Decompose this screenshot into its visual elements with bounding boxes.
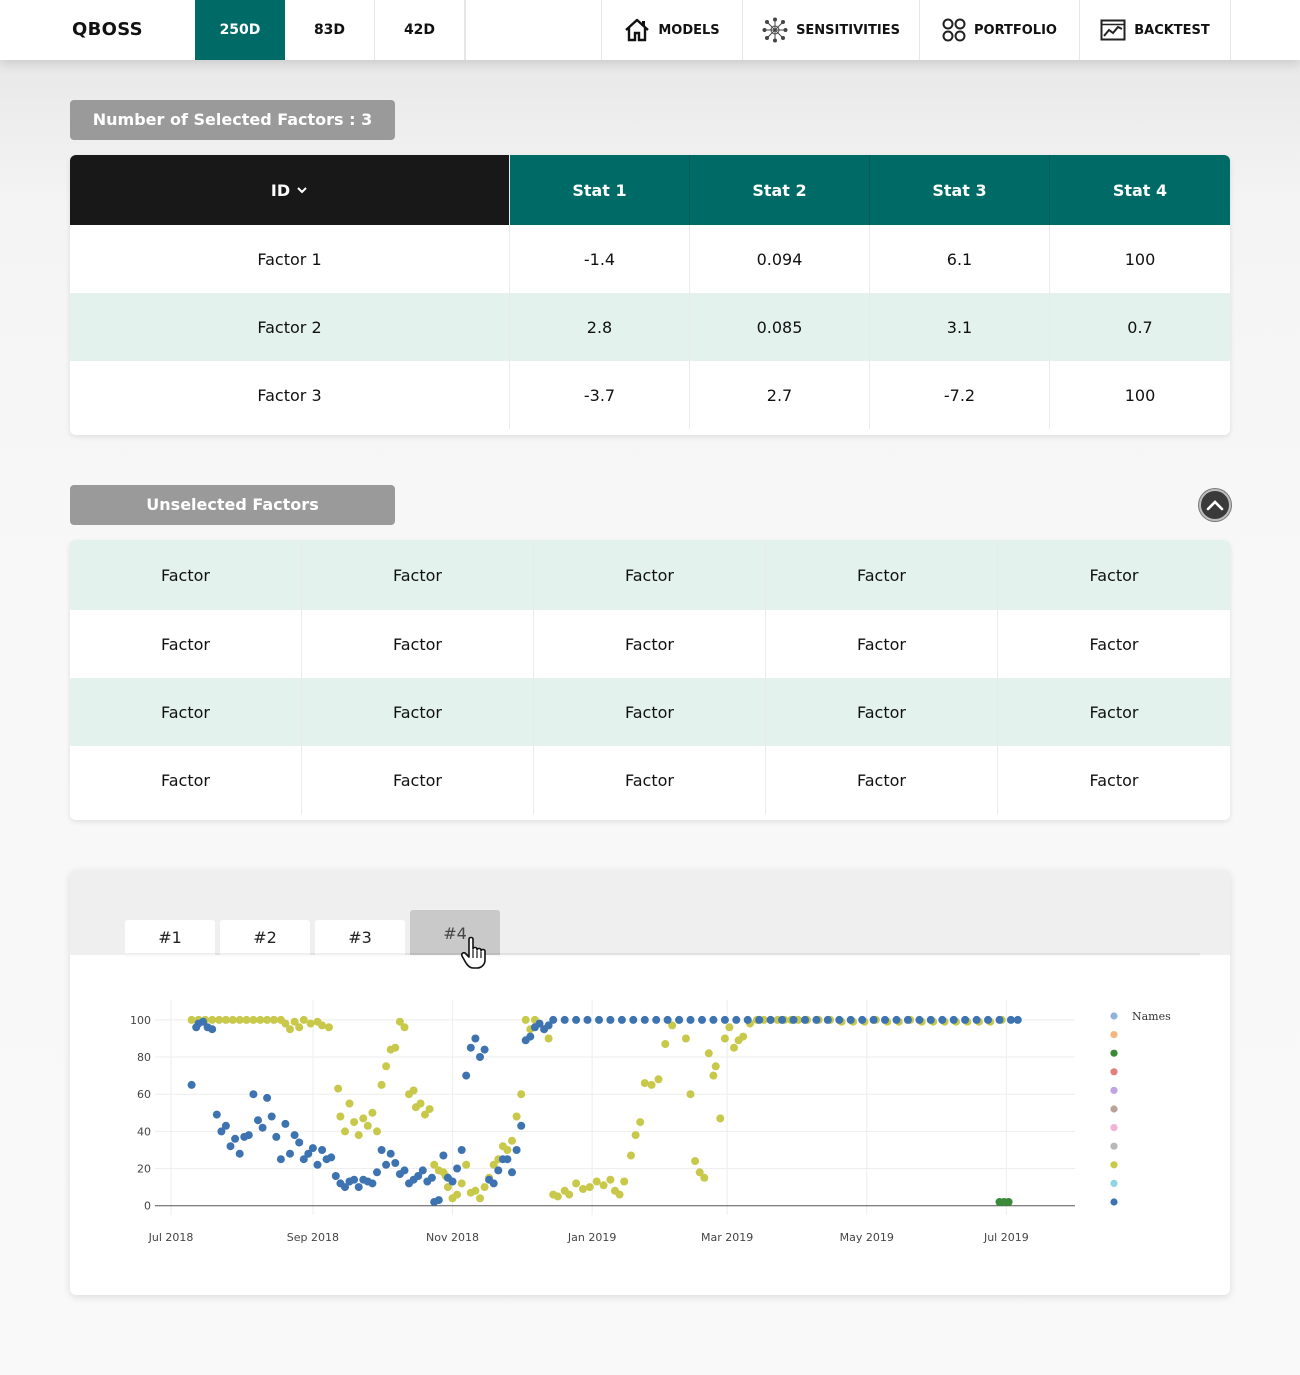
data-point	[286, 1150, 294, 1158]
chart-tab-3[interactable]: #3	[315, 920, 405, 955]
data-point	[391, 1044, 399, 1052]
unselected-factors-table	[70, 540, 1230, 820]
top-nav	[0, 0, 1300, 60]
unselected-factor-cell[interactable]: Factor	[766, 540, 998, 610]
data-point	[476, 1053, 484, 1061]
chart-window-icon	[1100, 19, 1126, 41]
data-point	[778, 1016, 786, 1024]
data-point	[698, 1016, 706, 1024]
data-point	[364, 1122, 372, 1130]
unselected-factor-cell[interactable]: Factor	[302, 678, 534, 746]
data-point	[812, 1016, 820, 1024]
collapse-button[interactable]	[1199, 489, 1231, 521]
data-point	[373, 1127, 381, 1135]
data-point	[648, 1081, 656, 1089]
data-point	[270, 1016, 278, 1024]
data-point	[249, 1090, 257, 1098]
data-point	[277, 1155, 285, 1163]
data-point	[973, 1016, 981, 1024]
legend-marker[interactable]	[1110, 1124, 1117, 1131]
table-header-row	[70, 155, 1230, 225]
stat-value: 0.094	[690, 225, 870, 293]
data-point	[801, 1016, 809, 1024]
data-point	[368, 1109, 376, 1117]
legend-marker[interactable]	[1110, 1087, 1117, 1094]
data-point	[291, 1131, 299, 1139]
chart-tab-4[interactable]: #4	[410, 910, 500, 955]
stat-value: 100	[1124, 249, 1156, 269]
data-point	[881, 1016, 889, 1024]
period-tab-83d[interactable]: 83D	[285, 0, 375, 60]
data-point	[835, 1016, 843, 1024]
data-point	[858, 1016, 866, 1024]
data-point	[188, 1016, 196, 1024]
data-point	[309, 1144, 317, 1152]
data-point	[410, 1087, 418, 1095]
home-icon	[624, 18, 650, 42]
column-header-stat-4[interactable]: Stat 4	[1050, 155, 1230, 225]
data-point	[904, 1016, 912, 1024]
data-point	[627, 1152, 635, 1160]
stat-value: 6.1	[870, 225, 1050, 293]
data-point	[208, 1016, 216, 1024]
data-point	[231, 1135, 239, 1143]
menu-models-label: MODELS	[658, 22, 720, 38]
menu-portfolio-label: PORTFOLIO	[974, 22, 1057, 38]
selected-count-label: Number of Selected Factors : 3	[70, 100, 395, 140]
data-point	[579, 1185, 587, 1193]
data-point	[927, 1016, 935, 1024]
column-header-stat-1[interactable]: Stat 1	[510, 155, 690, 225]
data-point	[554, 1192, 562, 1200]
data-point	[526, 1033, 534, 1041]
data-point	[565, 1191, 573, 1199]
data-point	[593, 1178, 601, 1186]
menu-backtest-label: BACKTEST	[1134, 22, 1210, 38]
menu-sensitivities-label: SENSITIVITIES	[796, 22, 900, 38]
unselected-factor-cell[interactable]: Factor	[1089, 565, 1139, 585]
data-point	[426, 1105, 434, 1113]
data-point	[675, 1016, 683, 1024]
chart-axes	[130, 1014, 1075, 1244]
data-point	[314, 1161, 322, 1169]
data-point	[847, 1016, 855, 1024]
chart-legend[interactable]	[1110, 1010, 1171, 1206]
data-point	[391, 1159, 399, 1167]
data-point	[870, 1016, 878, 1024]
unselected-factor-cell[interactable]: Factor	[534, 610, 766, 678]
data-point	[355, 1183, 363, 1191]
data-point	[641, 1016, 649, 1024]
unselected-factor-cell[interactable]: Factor	[70, 610, 302, 678]
data-point	[481, 1183, 489, 1191]
x-tick-label: Jan 2019	[567, 1231, 617, 1244]
data-point	[471, 1035, 479, 1043]
legend-marker[interactable]	[1110, 1031, 1117, 1038]
data-point	[336, 1113, 344, 1121]
y-tick-label: 40	[137, 1125, 151, 1139]
factor-id: Factor 1	[70, 225, 510, 293]
data-point	[213, 1111, 221, 1119]
selected-factors-table	[70, 155, 1230, 435]
menu-portfolio[interactable]	[919, 0, 1079, 60]
data-point	[254, 1116, 262, 1124]
data-point	[513, 1146, 521, 1154]
x-tick-label: Jul 2018	[148, 1231, 194, 1244]
legend-marker[interactable]	[1110, 1050, 1117, 1057]
data-point	[616, 1191, 624, 1199]
column-header-id-label: ID	[270, 180, 291, 200]
data-point	[561, 1016, 569, 1024]
stat-value: 0.085	[690, 293, 870, 361]
data-point	[307, 1020, 315, 1028]
chart-tab-2[interactable]: #2	[220, 920, 310, 955]
data-point	[661, 1040, 669, 1048]
y-tick-label: 80	[137, 1051, 151, 1065]
data-point	[938, 1016, 946, 1024]
data-point	[655, 1075, 663, 1083]
column-header-stat-3[interactable]: Stat 3	[870, 155, 1050, 225]
data-point	[584, 1016, 592, 1024]
legend-marker[interactable]	[1110, 1143, 1117, 1150]
data-point	[600, 1181, 608, 1189]
data-point	[259, 1124, 267, 1132]
menu-sensitivities[interactable]	[742, 0, 919, 60]
data-point	[458, 1179, 466, 1187]
data-point	[636, 1118, 644, 1126]
unselected-factor-cell[interactable]: Factor	[534, 678, 766, 746]
factor-id: Factor 3	[70, 361, 510, 429]
stat-value: 0.7	[1127, 317, 1153, 337]
data-point	[1005, 1198, 1013, 1206]
data-point	[263, 1016, 271, 1024]
data-point	[401, 1166, 409, 1174]
data-point	[508, 1137, 516, 1145]
data-point	[517, 1122, 525, 1130]
data-point	[712, 1062, 720, 1070]
data-point	[368, 1179, 376, 1187]
data-point	[494, 1166, 502, 1174]
data-point	[481, 1046, 489, 1054]
chevron-up-icon	[1206, 499, 1224, 511]
chart-tab-1[interactable]: #1	[125, 920, 215, 955]
data-point	[984, 1016, 992, 1024]
data-point	[586, 1183, 594, 1191]
data-point	[755, 1016, 763, 1024]
unselected-factor-cell[interactable]: Factor	[1089, 702, 1139, 722]
data-point	[996, 1016, 1004, 1024]
data-point	[229, 1016, 237, 1024]
data-point	[350, 1118, 358, 1126]
data-point	[346, 1100, 354, 1108]
unselected-factor-cell[interactable]: Factor	[302, 540, 534, 610]
x-tick-label: Jul 2019	[983, 1231, 1029, 1244]
data-point	[373, 1168, 381, 1176]
table-row[interactable]	[70, 293, 1230, 361]
data-point	[382, 1161, 390, 1169]
unselected-factor-cell[interactable]: Factor	[766, 746, 998, 814]
stat-value: 2.8	[510, 293, 690, 361]
data-point	[641, 1079, 649, 1087]
data-point	[435, 1196, 443, 1204]
data-point	[325, 1023, 333, 1031]
y-tick-label: 20	[137, 1162, 151, 1176]
data-point	[318, 1146, 326, 1154]
column-header-stat-2[interactable]: Stat 2	[690, 155, 870, 225]
data-point	[893, 1016, 901, 1024]
data-point	[222, 1016, 230, 1024]
data-point	[350, 1176, 358, 1184]
data-point	[476, 1194, 484, 1202]
data-point	[458, 1146, 466, 1154]
table-row[interactable]	[70, 361, 1230, 429]
unselected-factor-cell[interactable]: Factor	[70, 678, 302, 746]
data-point	[334, 1085, 342, 1093]
data-point	[236, 1150, 244, 1158]
unselected-factor-cell[interactable]: Factor	[302, 610, 534, 678]
unselected-factor-cell[interactable]: Factor	[766, 610, 998, 678]
data-point	[453, 1191, 461, 1199]
column-header-id[interactable]	[70, 155, 510, 225]
data-point	[790, 1016, 798, 1024]
legend-marker[interactable]	[1110, 1161, 1117, 1168]
table-row	[70, 678, 1230, 746]
data-point	[691, 1157, 699, 1165]
unselected-factor-cell[interactable]: Factor	[302, 746, 534, 814]
grid-circles-icon	[942, 18, 966, 42]
data-point	[606, 1016, 614, 1024]
y-tick-label: 60	[137, 1088, 151, 1102]
unselected-factor-cell[interactable]: Factor	[534, 746, 766, 814]
data-point	[620, 1178, 628, 1186]
data-point	[208, 1025, 216, 1033]
data-point	[295, 1139, 303, 1147]
data-point	[462, 1161, 470, 1169]
data-point	[387, 1150, 395, 1158]
data-point	[739, 1033, 747, 1041]
scatter-chart[interactable]	[70, 870, 1230, 1295]
data-point	[725, 1023, 733, 1031]
data-point	[439, 1152, 447, 1160]
data-point	[327, 1153, 335, 1161]
data-point	[700, 1174, 708, 1182]
data-point	[300, 1016, 308, 1024]
x-tick-label: Sep 2018	[286, 1231, 340, 1244]
table-row	[70, 540, 1230, 610]
data-point	[961, 1016, 969, 1024]
data-point	[355, 1131, 363, 1139]
x-tick-label: Nov 2018	[426, 1231, 479, 1244]
stat-value: -1.4	[510, 225, 690, 293]
data-point	[341, 1127, 349, 1135]
data-point	[281, 1120, 289, 1128]
data-point	[245, 1131, 253, 1139]
table-row	[70, 746, 1230, 814]
legend-marker[interactable]	[1110, 1105, 1117, 1112]
x-tick-label: Mar 2019	[701, 1231, 754, 1244]
data-point	[1014, 1016, 1022, 1024]
data-point	[522, 1016, 530, 1024]
period-tab-250d[interactable]: 250D	[195, 0, 285, 60]
data-point	[359, 1114, 367, 1122]
data-point	[687, 1090, 695, 1098]
data-point	[721, 1016, 729, 1024]
x-tick-label: May 2019	[839, 1231, 894, 1244]
data-point	[664, 1016, 672, 1024]
data-point	[508, 1168, 516, 1176]
data-point	[1007, 1016, 1015, 1024]
data-point	[417, 1100, 425, 1108]
nav-divider	[465, 0, 466, 60]
legend-title: Names	[1132, 1010, 1171, 1023]
unselected-factor-cell[interactable]: Factor	[534, 540, 766, 610]
data-point	[318, 1021, 326, 1029]
stat-value: 100	[1124, 385, 1156, 405]
stat-value: 3.1	[870, 293, 1050, 361]
data-point	[618, 1016, 626, 1024]
data-point	[243, 1016, 251, 1024]
data-point	[378, 1081, 386, 1089]
data-point	[503, 1155, 511, 1163]
data-point	[632, 1131, 640, 1139]
unselected-factor-cell[interactable]: Factor	[766, 678, 998, 746]
data-point	[716, 1114, 724, 1122]
data-point	[378, 1146, 386, 1154]
data-point	[705, 1049, 713, 1057]
data-point	[730, 1044, 738, 1052]
stat-value: -3.7	[510, 361, 690, 429]
data-point	[709, 1072, 717, 1080]
data-point	[188, 1081, 196, 1089]
data-point	[687, 1016, 695, 1024]
chart-grid	[155, 1000, 1075, 1215]
legend-marker[interactable]	[1110, 1198, 1117, 1205]
data-point	[629, 1016, 637, 1024]
table-row	[70, 610, 1230, 678]
data-point	[682, 1035, 690, 1043]
data-point	[419, 1166, 427, 1174]
data-point	[428, 1174, 436, 1182]
data-point	[256, 1016, 264, 1024]
table-row[interactable]	[70, 225, 1230, 293]
data-point	[732, 1016, 740, 1024]
data-point	[503, 1146, 511, 1154]
data-point	[467, 1044, 475, 1052]
data-point	[744, 1016, 752, 1024]
data-point	[572, 1179, 580, 1187]
unselected-factor-cell[interactable]: Factor	[1089, 634, 1139, 654]
data-point	[401, 1023, 409, 1031]
chevron-down-icon	[296, 186, 308, 194]
legend-marker[interactable]	[1110, 1180, 1117, 1187]
data-point	[249, 1016, 257, 1024]
legend-marker[interactable]	[1110, 1068, 1117, 1075]
stat-value: 2.7	[690, 361, 870, 429]
data-point	[272, 1133, 280, 1141]
data-point	[471, 1187, 479, 1195]
unselected-factor-cell[interactable]: Factor	[70, 746, 302, 814]
data-point	[572, 1016, 580, 1024]
data-point	[709, 1016, 717, 1024]
data-point	[513, 1113, 521, 1121]
data-point	[462, 1072, 470, 1080]
data-point	[268, 1113, 276, 1121]
brand-logo[interactable]: QBOSS	[72, 19, 143, 40]
data-point	[382, 1062, 390, 1070]
data-point	[652, 1016, 660, 1024]
unselected-factor-cell[interactable]: Factor	[1089, 770, 1139, 790]
menu-backtest[interactable]	[1079, 0, 1231, 60]
network-icon	[762, 17, 788, 43]
data-point	[549, 1016, 557, 1024]
data-point	[950, 1016, 958, 1024]
data-point	[453, 1165, 461, 1173]
data-point	[227, 1142, 235, 1150]
unselected-label: Unselected Factors	[70, 485, 395, 525]
period-tab-42d[interactable]: 42D	[375, 0, 465, 60]
data-point	[222, 1122, 230, 1130]
data-point	[595, 1016, 603, 1024]
data-point	[332, 1172, 340, 1180]
data-point	[286, 1025, 294, 1033]
data-point	[545, 1035, 553, 1043]
menu-models[interactable]	[601, 0, 742, 60]
y-tick-label: 0	[144, 1199, 151, 1213]
unselected-factor-cell[interactable]: Factor	[70, 540, 302, 610]
data-point	[606, 1176, 614, 1184]
stat-value: -7.2	[870, 361, 1050, 429]
data-point	[721, 1035, 729, 1043]
data-point	[767, 1016, 775, 1024]
data-point	[449, 1178, 457, 1186]
data-point	[490, 1179, 498, 1187]
legend-marker[interactable]	[1110, 1012, 1117, 1019]
data-point	[517, 1090, 525, 1098]
data-point	[295, 1023, 303, 1031]
data-point	[915, 1016, 923, 1024]
data-point	[263, 1094, 271, 1102]
y-tick-label: 100	[130, 1013, 151, 1027]
data-point	[824, 1016, 832, 1024]
chart-panel	[70, 870, 1230, 1295]
factor-id: Factor 2	[70, 293, 510, 361]
